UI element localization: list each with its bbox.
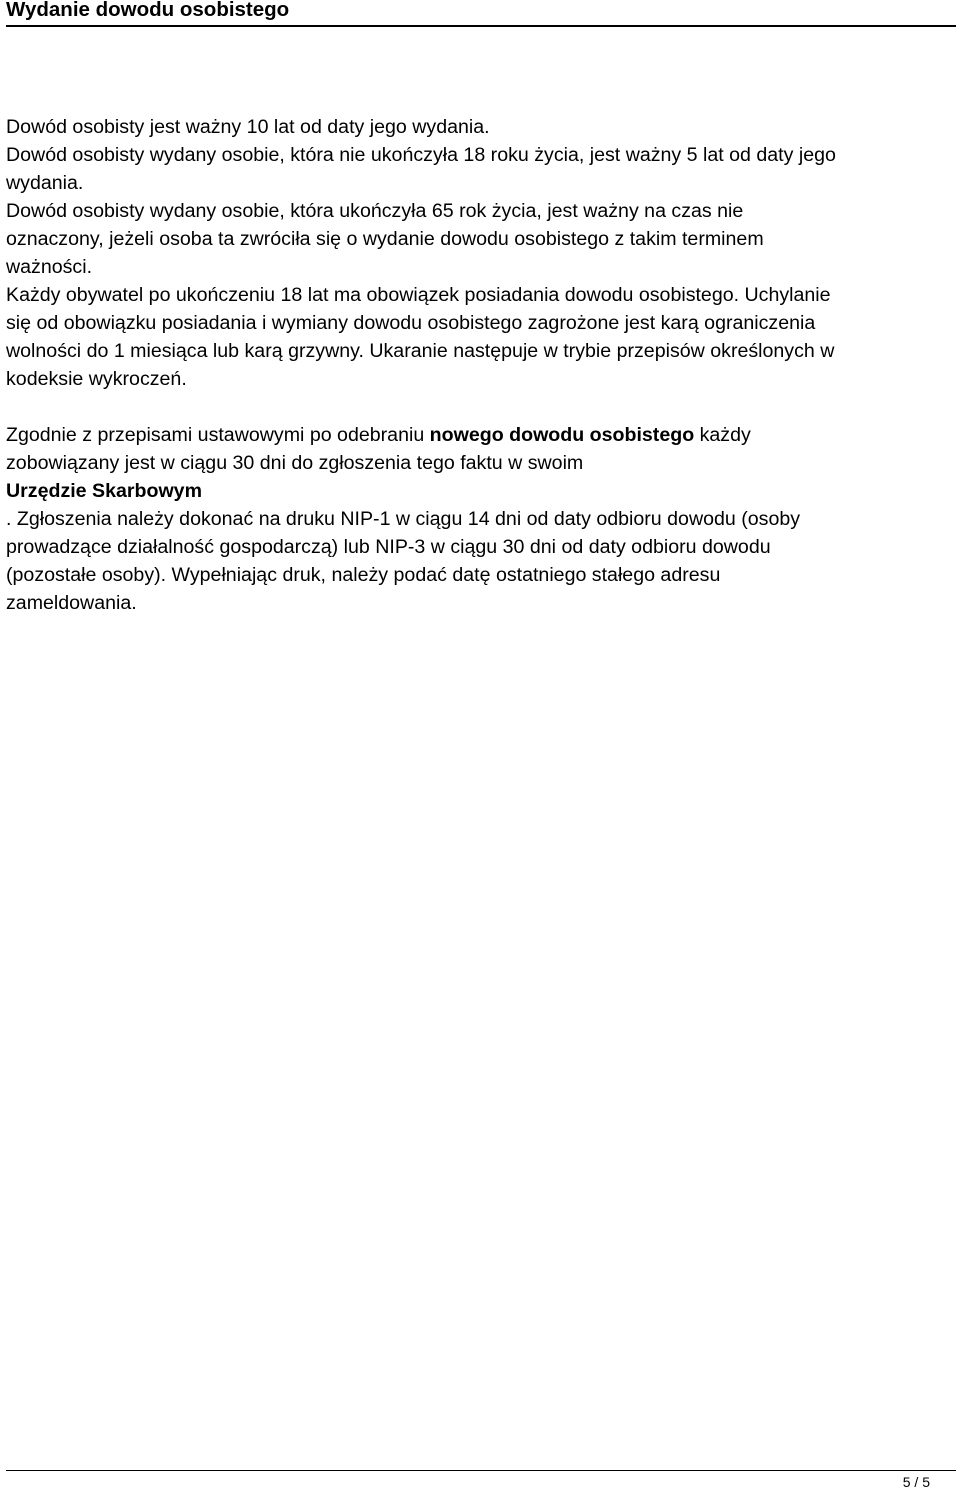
text-line: prowadzące działalność gospodarczą) lub NIP-3 w ciągu 30 dni od daty odbioru dowodu [6, 536, 771, 558]
text-line: (pozostałe osoby). Wypełniając druk, należy podać datę ostatniego stałego adresu [6, 564, 721, 586]
text-line: wolności do 1 miesiąca lub karą grzywny. Ukaranie następuje w trybie przepisów określonych w [6, 340, 835, 362]
text-line: zameldowania. [6, 592, 137, 614]
page-number: 5 / 5 [902, 1474, 930, 1490]
text-line: ważności. [6, 256, 93, 278]
paragraph-spacer [6, 393, 956, 421]
text-line [6, 477, 956, 505]
text-line: oznaczony, jeżeli osoba ta zwróciła się o wydanie dowodu osobistego z takim terminem [6, 228, 764, 250]
page-footer [6, 1470, 956, 1490]
document-body [6, 113, 956, 617]
text-line: Dowód osobisty wydany osobie, która ukończyła 65 rok życia, jest ważny na czas nie [6, 200, 744, 222]
text-line: Każdy obywatel po ukończeniu 18 lat ma obowiązek posiadania dowodu osobistego. Uchylanie [6, 284, 831, 306]
text-line [6, 421, 956, 449]
bold-text: nowego dowodu osobistego [429, 424, 695, 446]
text-line: . Zgłoszenia należy dokonać na druku NIP-1 w ciągu 14 dni od daty odbioru dowodu (osoby [6, 508, 801, 530]
text-line: wydania. [6, 172, 84, 194]
text-line: Dowód osobisty wydany osobie, która nie ukończyła 18 roku życia, jest ważny 5 lat od daty jego [6, 144, 836, 166]
page-header [6, 0, 956, 27]
text-line: kodeksie wykroczeń. [6, 368, 187, 390]
bold-text: Urzędzie Skarbowym [6, 480, 203, 502]
text-line: się od obowiązku posiadania i wymiany dowodu osobistego zagrożone jest karą ograniczenia [6, 312, 816, 334]
page-title: Wydanie dowodu osobistego [6, 0, 290, 21]
text-line: Dowód osobisty jest ważny 10 lat od daty jego wydania. [6, 116, 490, 138]
text-segment: każdy [694, 424, 751, 446]
text-line: zobowiązany jest w ciągu 30 dni do zgłoszenia tego faktu w swoim [6, 452, 584, 474]
text-segment: Zgodnie z przepisami ustawowymi po odebraniu [6, 424, 430, 446]
